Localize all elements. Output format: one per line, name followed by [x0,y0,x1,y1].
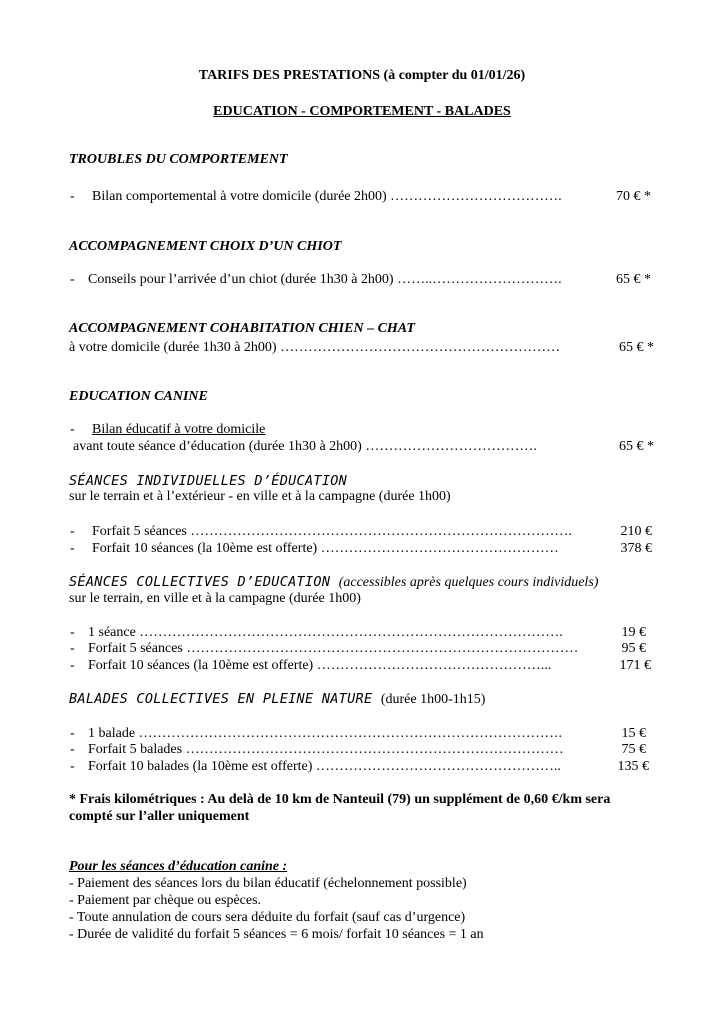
conditions-line: - Durée de validité du forfait 5 séances = 6 mois/ forfait 10 séances = 1 an [69,927,484,942]
conditions-line: - Paiement des séances lors du bilan éducatif (échelonnement possible) [69,876,467,891]
balades-forfait10-price: 135 € [617,759,649,774]
section-heading-individuelles: SÉANCES INDIVIDUELLES D’ÉDUCATION [69,473,348,489]
list-dash: - [70,759,75,774]
collectives-forfait10-label: Forfait 10 séances (la 10ème est offerte) …………………………………………... [88,658,552,673]
collectives-forfait5-price: 95 € [621,641,646,656]
list-dash: - [70,625,75,640]
document-title: TARIFS DES PRESTATIONS (à compter du 01/01/26) [198,68,526,83]
balades-1balade-label: 1 balade ………………………………………………………………………………. [88,726,563,741]
list-dash: - [70,524,75,539]
bilan-educatif-title: Bilan éducatif à votre domicile [92,422,266,437]
section-heading-education: EDUCATION CANINE [69,389,208,404]
bilan-comportemental-label: Bilan comportemental à votre domicile (durée 2h00) ………………………………. [92,189,562,204]
balades-forfait5-label: Forfait 5 balades ……………………………………………………………………… [88,742,564,757]
conseils-chiot-label: Conseils pour l’arrivée d’un chiot (durée 1h30 à 2h00) ……..………………………. [88,272,562,287]
section-heading-collectives [69,574,598,591]
collectives-heading-note: (accessibles après quelques cours individuels) [338,575,599,590]
collectives-forfait10-price: 171 € [619,658,651,673]
bilan-comportemental-price: 70 € * [616,189,651,204]
collectives-1seance-label: 1 séance ………………………………………………………………………………. [88,625,563,640]
individuelles-forfait5-price: 210 € [620,524,652,539]
collectives-heading-text: SÉANCES COLLECTIVES D’EDUCATION [69,574,331,590]
list-dash: - [70,742,75,757]
bilan-educatif-label: avant toute séance d’éducation (durée 1h30 à 2h00) ………………………………. [73,439,537,454]
individuelles-forfait5-label: Forfait 5 séances ………………………………………………………………………. [92,524,572,539]
list-dash: - [70,541,75,556]
collectives-1seance-price: 19 € [621,625,646,640]
balades-forfait5-price: 75 € [621,742,646,757]
list-dash: - [70,726,75,741]
collectives-forfait5-label: Forfait 5 séances ………………………………………………………………………… [88,641,579,656]
section-heading-balades [69,691,485,708]
section-heading-chiot: ACCOMPAGNEMENT CHOIX D’UN CHIOT [69,239,342,254]
list-dash: - [70,658,75,673]
section-heading-cohabitation: ACCOMPAGNEMENT COHABITATION CHIEN – CHAT [69,321,415,336]
individuelles-note: sur le terrain et à l’extérieur - en ville et à la campagne (durée 1h00) [69,489,451,504]
frais-kilometriques-line2: compté sur l’aller uniquement [69,809,250,824]
balades-heading-text: BALADES COLLECTIVES EN PLEINE NATURE [69,691,373,707]
document-subtitle: EDUCATION - COMPORTEMENT - BALADES [213,104,511,119]
list-dash: - [70,641,75,656]
bilan-educatif-price: 65 € * [619,439,654,454]
collectives-note: sur le terrain, en ville et à la campagne (durée 1h00) [69,591,361,606]
list-dash: - [70,189,75,204]
individuelles-forfait10-price: 378 € [620,541,652,556]
balades-forfait10-label: Forfait 10 balades (la 10ème est offerte) …………………………………………….. [88,759,561,774]
conseils-chiot-price: 65 € * [616,272,651,287]
individuelles-forfait10-label: Forfait 10 séances (la 10ème est offerte) …………………………………………… [92,541,559,556]
cohabitation-price: 65 € * [619,340,654,355]
conditions-line: - Toute annulation de cours sera déduite du forfait (sauf cas d’urgence) [69,910,466,925]
frais-kilometriques-line1: * Frais kilométriques : Au delà de 10 km de Nanteuil (79) un supplément de 0,60 €/km sera [69,792,611,807]
balades-heading-note: (durée 1h00-1h15) [380,692,486,707]
balades-1balade-price: 15 € [621,726,646,741]
section-heading-troubles: TROUBLES DU COMPORTEMENT [69,152,288,167]
conditions-heading: Pour les séances d’éducation canine : [69,859,288,874]
cohabitation-label: à votre domicile (durée 1h30 à 2h00) …………………………………………………… [69,340,561,355]
list-dash: - [70,422,75,437]
list-dash: - [70,272,75,287]
conditions-line: - Paiement par chèque ou espèces. [69,893,262,908]
